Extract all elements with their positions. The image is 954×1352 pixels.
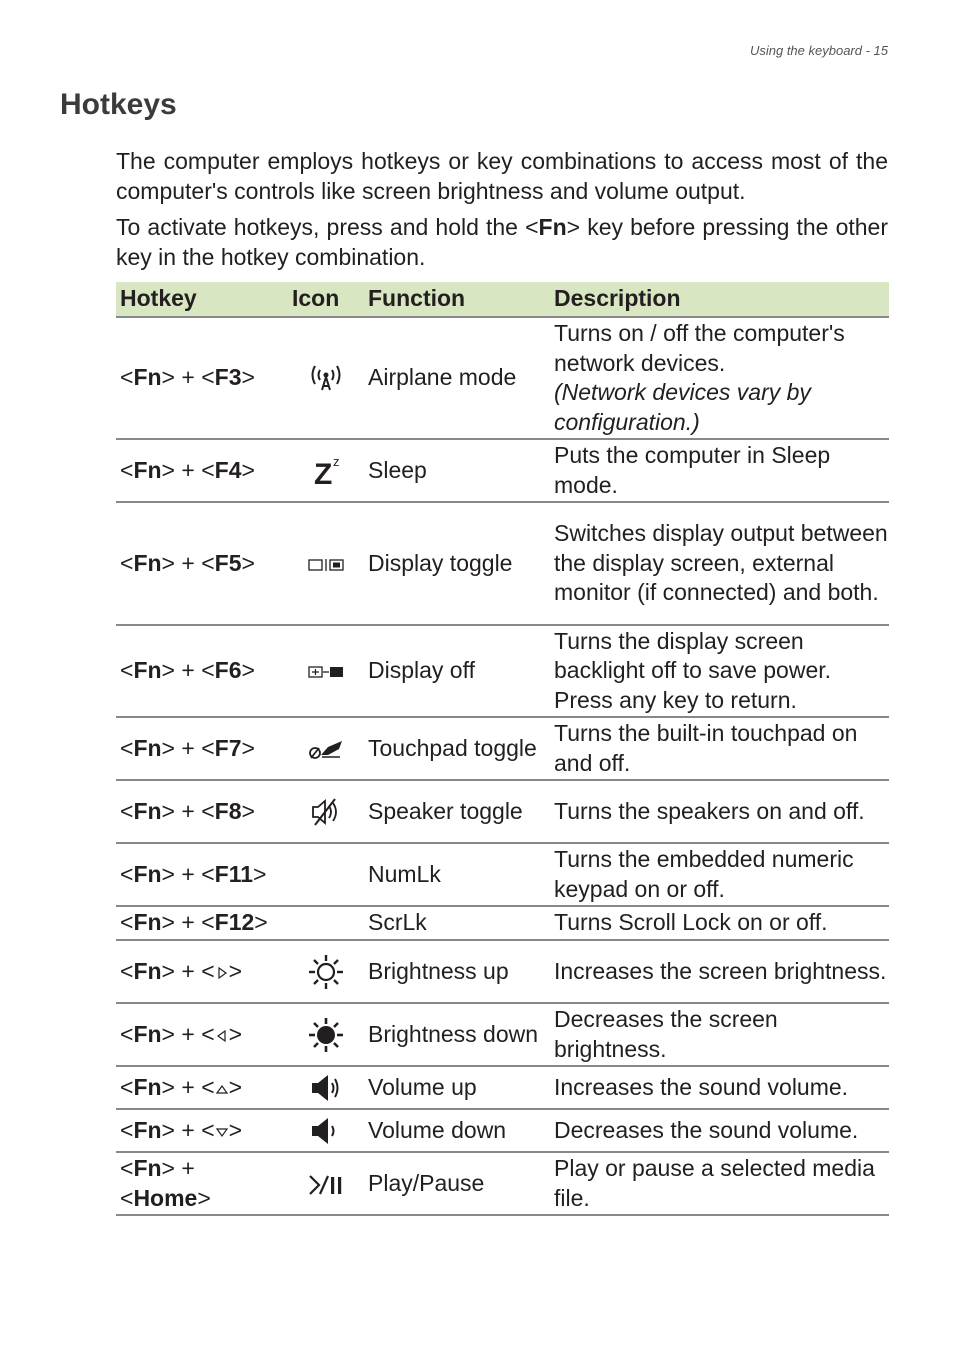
display-off-icon bbox=[307, 657, 345, 683]
table-row bbox=[116, 317, 889, 439]
hotkeys-table bbox=[116, 282, 889, 1216]
brightness-down-icon bbox=[307, 1020, 345, 1046]
icon-cell bbox=[288, 906, 364, 940]
intro-paragraph: The computer employs hotkeys or key combinations to access most of the computer's controls like screen brightness and volume output. bbox=[116, 148, 888, 204]
function-cell: Volume up bbox=[364, 1066, 550, 1109]
function-cell: Display toggle bbox=[364, 502, 550, 625]
section-title: Hotkeys bbox=[60, 88, 177, 121]
airplane-mode-icon bbox=[306, 363, 346, 389]
modifier-key-label: Fn bbox=[133, 734, 162, 761]
description-cell: Turns the built-in touchpad on and off. bbox=[550, 717, 889, 780]
up-arrow-key-icon bbox=[215, 1082, 229, 1096]
function-cell: Sleep bbox=[364, 439, 550, 502]
modifier-key-label: Fn bbox=[133, 1073, 162, 1100]
modifier-key-label: Fn bbox=[133, 860, 162, 887]
hotkey-cell: <Fn> + <F8> bbox=[116, 780, 288, 843]
key-label: F6 bbox=[214, 657, 242, 684]
hotkey-cell: <Fn> + <F5> bbox=[116, 502, 288, 625]
hotkey-cell: <Fn> + < > bbox=[116, 1109, 288, 1152]
header-icon: Icon bbox=[288, 282, 364, 317]
description-cell: Puts the computer in Sleep mode. bbox=[550, 439, 889, 502]
function-cell: Play/Pause bbox=[364, 1152, 550, 1215]
function-cell: Touchpad toggle bbox=[364, 717, 550, 780]
function-cell: NumLk bbox=[364, 843, 550, 906]
table-row bbox=[116, 1003, 889, 1066]
table-row bbox=[116, 502, 889, 625]
table-row bbox=[116, 1109, 889, 1152]
svg-text:z: z bbox=[333, 453, 340, 469]
volume-down-icon bbox=[308, 1116, 344, 1142]
function-cell: ScrLk bbox=[364, 906, 550, 940]
description-cell: Switches display output between the display screen, external monitor (if connected) and both. bbox=[550, 502, 889, 625]
header-function: Function bbox=[364, 282, 550, 317]
key-label: F8 bbox=[214, 797, 242, 824]
description-cell: Increases the sound volume. bbox=[550, 1066, 889, 1109]
icon-cell bbox=[288, 717, 364, 780]
function-cell: Brightness down bbox=[364, 1003, 550, 1066]
hotkey-cell: <Fn> + < > bbox=[116, 940, 288, 1003]
description-cell: Decreases the sound volume. bbox=[550, 1109, 889, 1152]
hotkey-cell: <Fn> + <F6> bbox=[116, 625, 288, 717]
description-cell: Play or pause a selected media file. bbox=[550, 1152, 889, 1215]
icon-cell bbox=[288, 1152, 364, 1215]
modifier-key-label: Fn bbox=[133, 1020, 162, 1047]
hotkey-cell: <Fn> + < > bbox=[116, 1066, 288, 1109]
key-label: F11 bbox=[214, 860, 254, 887]
function-cell: Airplane mode bbox=[364, 317, 550, 439]
table-row bbox=[116, 843, 889, 906]
hotkey-cell: <Fn> + <F11> bbox=[116, 843, 288, 906]
hotkey-cell: <Fn> + <F7> bbox=[116, 717, 288, 780]
running-header: Using the keyboard - 15 bbox=[749, 43, 888, 58]
description-cell: Turns on / off the computer's network devices. (Network devices vary by configuration.) bbox=[550, 317, 889, 439]
hotkey-cell: <Fn> + <F12> bbox=[116, 906, 288, 940]
description-cell: Turns the embedded numeric keypad on or off. bbox=[550, 843, 889, 906]
header-hotkey: Hotkey bbox=[116, 282, 288, 317]
table-row bbox=[116, 1152, 889, 1215]
table-row bbox=[116, 625, 889, 717]
function-cell: Display off bbox=[364, 625, 550, 717]
modifier-key-label: Fn bbox=[133, 549, 162, 576]
touchpad-toggle-icon bbox=[306, 735, 346, 761]
icon-cell bbox=[288, 1109, 364, 1152]
key-label: F7 bbox=[214, 734, 242, 761]
brightness-up-icon bbox=[307, 957, 345, 983]
modifier-key-label: Fn bbox=[133, 1155, 162, 1181]
speaker-toggle-icon bbox=[308, 797, 344, 823]
description-cell: Turns the speakers on and off. bbox=[550, 780, 889, 843]
icon-cell bbox=[288, 439, 364, 502]
key-label: F12 bbox=[214, 909, 255, 936]
hotkey-cell: <Fn> + <Home> bbox=[116, 1152, 288, 1215]
display-toggle-icon bbox=[307, 550, 345, 576]
modifier-key-label: Fn bbox=[133, 657, 162, 684]
key-label: F3 bbox=[214, 364, 242, 391]
modifier-key-label: Fn bbox=[133, 797, 162, 824]
table-row bbox=[116, 780, 889, 843]
icon-cell bbox=[288, 780, 364, 843]
volume-up-icon bbox=[308, 1073, 344, 1099]
description-cell: Turns the display screen backlight off to save power. Press any key to return. bbox=[550, 625, 889, 717]
play-pause-icon bbox=[307, 1170, 345, 1196]
hotkey-cell: <Fn> + <F4> bbox=[116, 439, 288, 502]
icon-cell bbox=[288, 1003, 364, 1066]
key-label: Home bbox=[133, 1184, 198, 1211]
function-cell: Volume down bbox=[364, 1109, 550, 1152]
down-arrow-key-icon bbox=[215, 1125, 229, 1139]
activation-paragraph: To activate hotkeys, press and hold the <Fn> key before pressing the other key in the hotkey combination. bbox=[116, 214, 888, 270]
table-row bbox=[116, 439, 889, 502]
description-cell: Decreases the screen brightness. bbox=[550, 1003, 889, 1066]
table-header-row bbox=[116, 282, 889, 317]
modifier-key-label: Fn bbox=[133, 364, 162, 391]
icon-cell bbox=[288, 1066, 364, 1109]
modifier-key-label: Fn bbox=[133, 909, 162, 936]
description-cell: Turns Scroll Lock on or off. bbox=[550, 906, 889, 940]
right-arrow-key-icon bbox=[215, 966, 229, 980]
icon-cell bbox=[288, 317, 364, 439]
icon-cell bbox=[288, 940, 364, 1003]
sleep-icon bbox=[308, 453, 344, 489]
modifier-key-label: Fn bbox=[133, 456, 162, 483]
function-cell: Brightness up bbox=[364, 940, 550, 1003]
key-label: F4 bbox=[214, 456, 242, 483]
left-arrow-key-icon bbox=[215, 1029, 229, 1043]
description-note: (Network devices vary by configuration.) bbox=[554, 379, 811, 435]
key-label: F5 bbox=[214, 549, 242, 576]
icon-cell bbox=[288, 625, 364, 717]
hotkey-cell: <Fn> + < > bbox=[116, 1003, 288, 1066]
function-cell: Speaker toggle bbox=[364, 780, 550, 843]
hotkey-cell: <Fn> + <F3> bbox=[116, 317, 288, 439]
table-row bbox=[116, 1066, 889, 1109]
table-row bbox=[116, 940, 889, 1003]
modifier-key-label: Fn bbox=[133, 957, 162, 984]
svg-text:Z: Z bbox=[314, 457, 333, 489]
modifier-key-label: Fn bbox=[133, 1116, 162, 1143]
table-row bbox=[116, 717, 889, 780]
header-description: Description bbox=[550, 282, 889, 317]
fn-key-label: Fn bbox=[538, 214, 567, 240]
icon-cell bbox=[288, 843, 364, 906]
description-cell: Increases the screen brightness. bbox=[550, 940, 889, 1003]
icon-cell bbox=[288, 502, 364, 625]
table-row bbox=[116, 906, 889, 940]
